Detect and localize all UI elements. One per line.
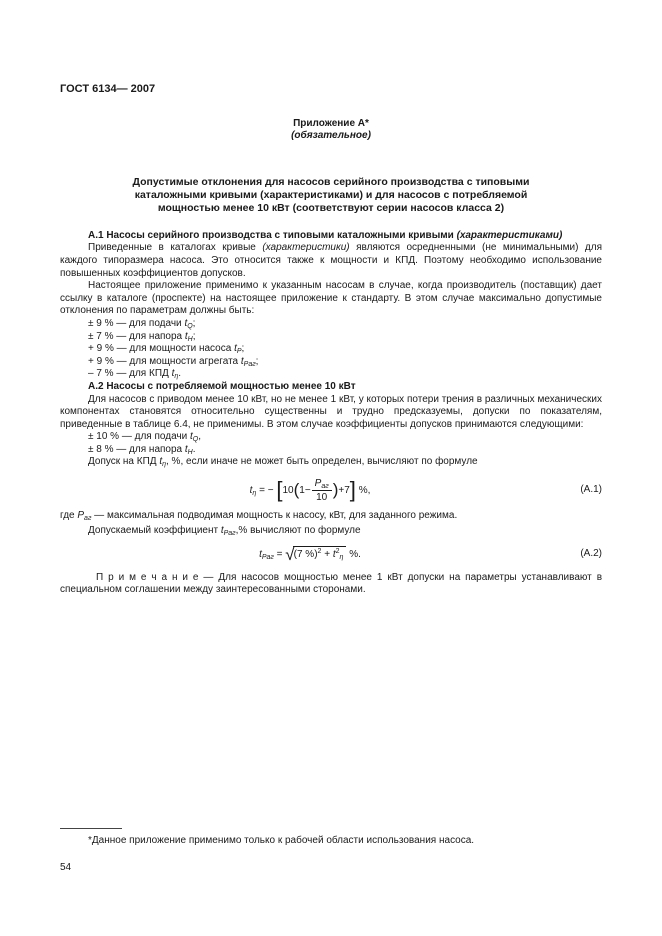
tolerance-line: + 9 % — для мощности насоса $t_P$;: [88, 343, 245, 356]
formula-lhs: t: [259, 549, 262, 561]
title-line-3: мощностью менее 10 кВт (соответствуют серии насосов класса 2): [157, 201, 505, 214]
formula-a1: [60, 478, 602, 503]
tolerance-line: ± 7 % — для напора $t_H$;: [88, 330, 196, 343]
tolerance-list-a1: [60, 318, 602, 381]
page-number: 54: [60, 862, 72, 873]
efficiency-tolerance-intro: Допуск на КПД $t_\eta$, %, если иначе не может быть определен, вычисляют по формуле: [88, 456, 478, 469]
paren-close: ): [332, 479, 339, 499]
tolerance-list-a2: [60, 431, 602, 456]
formula-a1-number: (А.1): [580, 484, 602, 496]
title-line-1: Допустимые отклонения для насосов серийного производства с типовыми: [132, 175, 530, 188]
appendix-type: (обязательное): [291, 130, 371, 142]
appendix-title: [60, 176, 602, 215]
note-paragraph: П р и м е ч а н и е — Для насосов мощностью менее 1 кВт допуски на параметры устанавливают в специальном соглашении между заинтересованными сторонами.: [60, 571, 602, 596]
tolerance-line: ± 8 % — для напора $t_H$.: [88, 443, 196, 456]
tolerance-line: ± 10 % — для подачи $t_Q$,: [88, 431, 202, 444]
footnote-text: *Данное приложение применимо только к рабочей области использования насоса.: [88, 835, 475, 846]
formula-a2: [60, 545, 602, 565]
formula-lhs: t: [249, 485, 253, 497]
section-a1-heading: А.1 Насосы серийного производства с типовыми каталожными кривыми (характеристиками): [88, 229, 563, 241]
radicand: (7 $\%)^2 + t^2_\eta$: [293, 546, 347, 562]
section-a1-paragraph-2: Настоящее приложение применимо к указанным насосам в случае, когда производитель (поставщик) дает ссылку в каталоге (проспекте) на настоящее приложение к стандарту. В этом случае максимально допустимые отклонения по параметрам должны быть:: [60, 280, 602, 317]
tolerance-line: – 7 % — для КПД $t_\eta$.: [88, 368, 182, 381]
formula-a1-expression: $t_\eta$ = − [10(1− $\frac{P_{аг}}{10}$ )+7] %,: [249, 476, 371, 504]
radical-sign: √: [285, 545, 295, 565]
tolerance-line: ± 9 % — для подачи $t_Q$;: [88, 317, 196, 330]
footnote-rule: [60, 828, 122, 829]
section-a2-heading: А.2 Насосы с потребляемой мощностью менее 10 кВт: [88, 380, 356, 392]
fraction: $\frac{P_{аг}}{10}$: [312, 478, 332, 503]
where-clause: где $P_{аг}$ — максимальная подводимая мощность к насосу, кВт, для заданного режима.: [60, 510, 458, 523]
footnote-block: [60, 828, 602, 848]
section-a2-paragraph-1: Для насосов с приводом менее 10 кВт, но не менее 1 кВт, у которых потери трения в различных механических компонентах становятся относительно существенны и трудно предсказуемы, допуски по показателям, приведенные в таблице 6.4, не применимы. В этом случае коэффициенты допусков принимаются следующими:: [60, 393, 602, 430]
bracket-open: [: [276, 476, 283, 502]
doc-code: ГОСТ 6134— 2007: [60, 83, 156, 95]
title-line-2: каталожными кривыми (характеристиками) и для насосов с потребляемой: [134, 188, 528, 201]
appendix-label: Приложение А*: [293, 117, 369, 129]
section-a1-paragraph-1: Приведенные в каталогах кривые (характеристики) являются осредненными (не минимальными) для каждого типоразмера насоса. Это относится также к мощности и КПД. Поэтому необходимо использование повышенных коэффициентов допусков.: [60, 242, 602, 279]
formula-a2-expression: $t_{Раг} = √(7$ $\%)^2 + t^2_\eta$ %.: [259, 545, 361, 565]
tolerance-line: + 9 % — для мощности агрегата $t_{Раг}$;: [88, 355, 259, 368]
bracket-close: ]: [349, 476, 356, 502]
coefficient-intro: Допускаемый коэффициент $t_{Раг},\%$ вычисляют по формуле: [88, 524, 361, 537]
formula-a2-number: (А.2): [580, 547, 602, 559]
paren-open: (: [293, 479, 300, 499]
